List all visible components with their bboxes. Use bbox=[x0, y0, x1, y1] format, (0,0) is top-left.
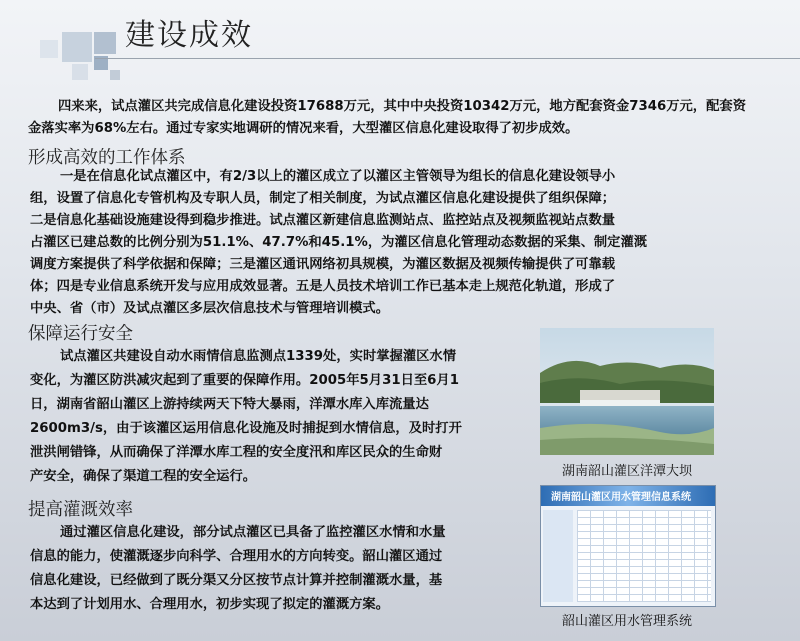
intro-line: 金落实率为68%左右。通过专家实地调研的情况来看，大型灌区信息化建设取得了初步成效。 bbox=[28, 121, 579, 136]
section-heading: 保障运行安全 bbox=[28, 324, 133, 344]
section-line: 日，湖南省韶山灌区上游持续两天下特大暴雨，洋潭水库入库流量达 bbox=[30, 397, 429, 412]
system-table bbox=[577, 510, 711, 602]
section-line: 占灌区已建总数的比例分别为51.1%、47.7%和45.1%，为灌区信息化管理动态数据的采集、制定灌溉 bbox=[30, 235, 648, 250]
section-line: 一是在信息化试点灌区中，有2/3以上的灌区成立了以灌区主管领导为组长的信息化建设领导小 bbox=[60, 169, 616, 184]
section-line: 产安全，确保了渠道工程的安全运行。 bbox=[30, 469, 257, 484]
section-line: 通过灌区信息化建设，部分试点灌区已具备了监控灌区水情和水量 bbox=[60, 525, 446, 540]
system-title: 湖南韶山灌区用水管理信息系统 bbox=[551, 492, 691, 503]
section-line: 变化，为灌区防洪减灾起到了重要的保障作用。2005年5月31日至6月1 bbox=[30, 373, 459, 388]
section-line: 信息化建设，已经做到了既分渠又分区按节点计算并控制灌溉水量，基 bbox=[30, 573, 443, 588]
title-underline bbox=[95, 58, 800, 59]
section-line: 试点灌区共建设自动水雨情信息监测点1339处，实时掌握灌区水情 bbox=[60, 349, 457, 364]
system-titlebar bbox=[541, 486, 715, 506]
decor-square bbox=[40, 40, 58, 58]
section-line: 组，设置了信息化专管机构及专职人员，制定了相关制度，为试点灌区信息化建设提供了组织保障； bbox=[30, 191, 616, 206]
page-title: 建设成效 bbox=[125, 18, 253, 53]
decor-square bbox=[110, 70, 120, 80]
intro-line: 四来来，试点灌区共完成信息化建设投资17688万元，其中中央投资10342万元，地方配套资金7346万元，配套资 bbox=[58, 99, 746, 114]
section-line: 调度方案提供了科学依据和保障；三是灌区通讯网络初具规模，为灌区数据及视频传输提供了可靠载 bbox=[30, 257, 616, 272]
decor-square bbox=[94, 32, 116, 54]
dam-photo-caption: 湖南韶山灌区洋潭大坝 bbox=[561, 464, 692, 479]
section-line: 二是信息化基础设施建设得到稳步推进。试点灌区新建信息监测站点、监控站点及视频监视站点数量 bbox=[30, 213, 616, 228]
dam-photo bbox=[540, 328, 714, 455]
system-screenshot-caption: 韶山灌区用水管理系统 bbox=[561, 614, 692, 629]
section-line: 体；四是专业信息系统开发与应用成效显著。五是人员技术培训工作已基本走上规范化轨道，形成了 bbox=[30, 279, 616, 294]
section-heading: 提高灌溉效率 bbox=[28, 500, 133, 520]
section-line: 2600m3/s，由于该灌区运用信息化设施及时捕捉到水情信息，及时打开 bbox=[30, 421, 462, 436]
section-line: 信息的能力，使灌溉逐步向科学、合理用水的方向转变。韶山灌区通过 bbox=[30, 549, 443, 564]
section-line: 泄洪闸错锋，从而确保了洋潭水库工程的安全度汛和库区民众的生命财 bbox=[30, 445, 443, 460]
section-line: 中央、省（市）及试点灌区多层次信息技术与管理培训模式。 bbox=[30, 301, 390, 316]
section-line: 本达到了计划用水、合理用水，初步实现了拟定的灌溉方案。 bbox=[30, 597, 390, 612]
decor-square bbox=[72, 64, 88, 80]
system-sidebar bbox=[543, 510, 573, 602]
decor-square bbox=[62, 32, 92, 62]
system-screenshot bbox=[540, 485, 716, 607]
dam-photo-graphic bbox=[540, 328, 714, 455]
section-heading: 形成高效的工作体系 bbox=[28, 148, 186, 168]
